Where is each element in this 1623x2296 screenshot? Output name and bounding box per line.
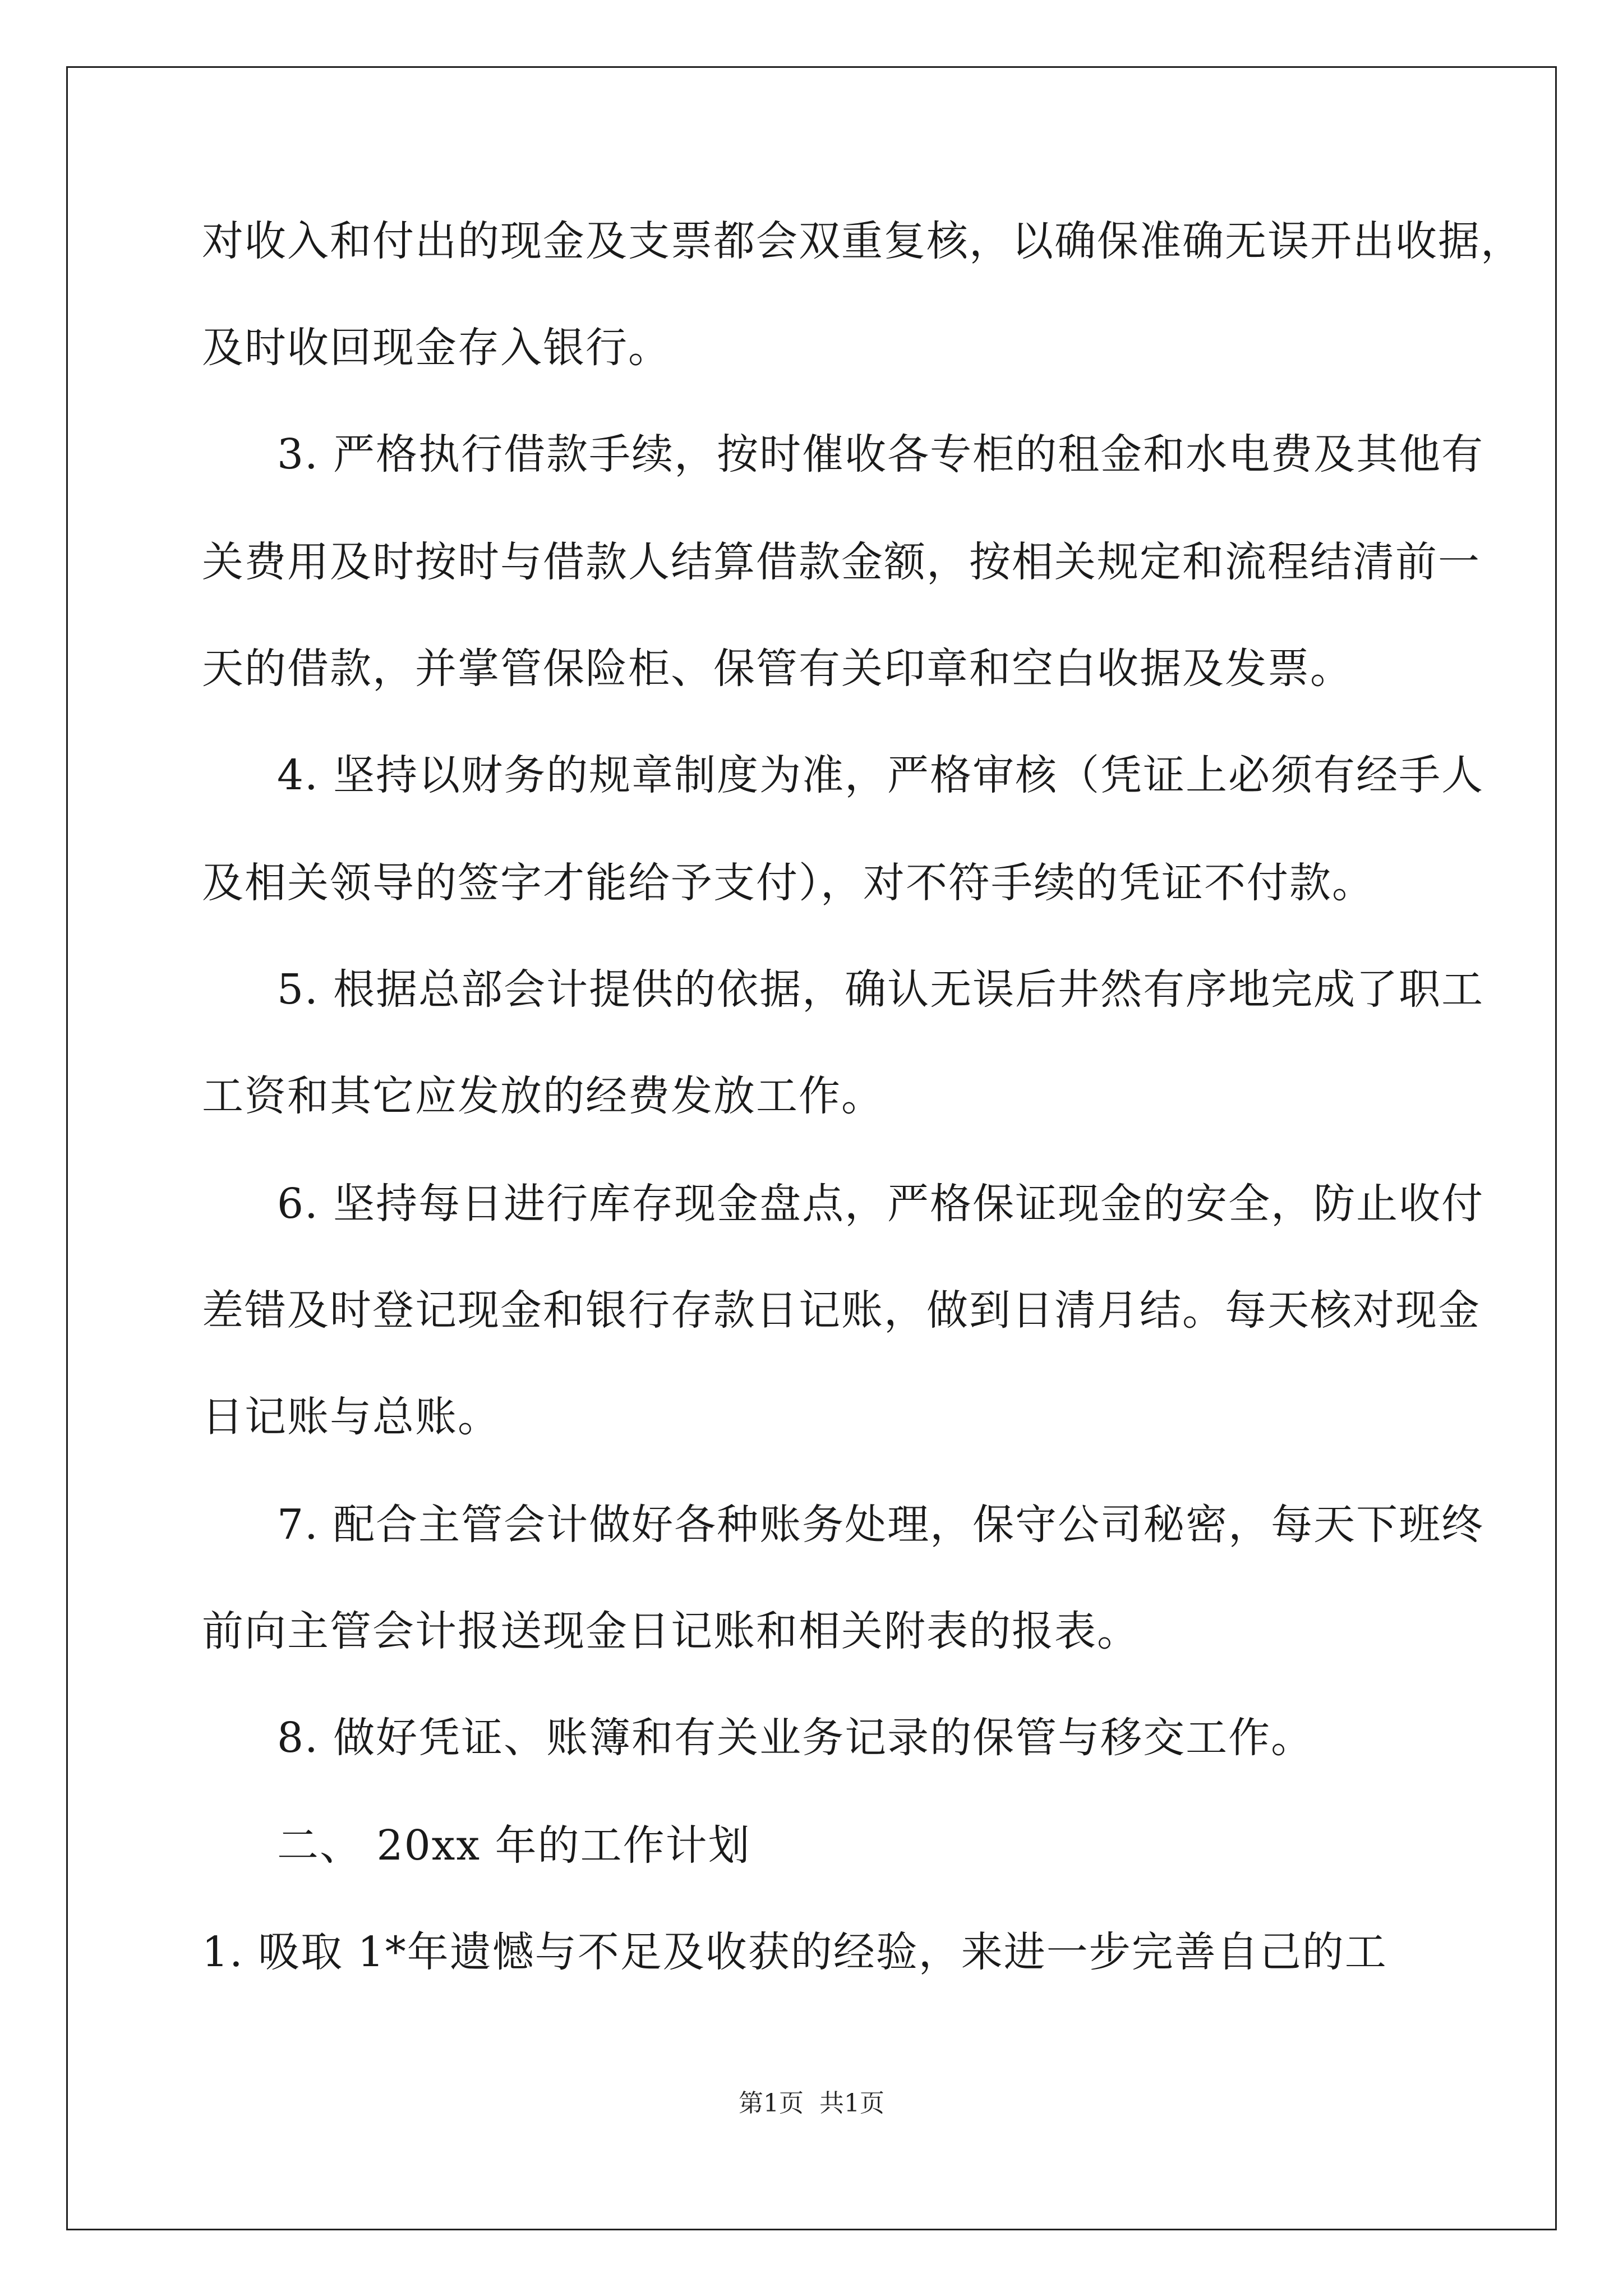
text-line: 日记账与总账。 xyxy=(202,1393,500,1441)
text-line: 5. 根据总部会计提供的依据，确认无误后井然有序地完成了职工 xyxy=(277,965,1484,1014)
text-line: 及时收回现金存入银行。 xyxy=(202,324,671,372)
text-line: 及相关领导的签字才能给予支付），对不符手续的凭证不付款。 xyxy=(202,859,1375,907)
text-line: 3. 严格执行借款手续，按时催收各专柜的租金和水电费及其他有 xyxy=(277,430,1484,478)
text-line: 4. 坚持以财务的规章制度为准，严格审核（凭证上必须有经手人 xyxy=(277,751,1484,799)
page-border xyxy=(66,66,1557,2230)
text-line: 差错及时登记现金和银行存款日记账，做到日清月结。每天核对现金 xyxy=(202,1286,1481,1335)
text-line: 1. 吸取 1*年遗憾与不足及收获的经验，来进一步完善自己的工 xyxy=(202,1928,1387,1976)
text-line: 关费用及时按时与借款人结算借款金额，按相关规定和流程结清前一 xyxy=(202,538,1481,586)
text-line: 8. 做好凭证、账簿和有关业务记录的保管与移交工作。 xyxy=(277,1714,1314,1762)
text-line: 天的借款，并掌管保险柜、保管有关印章和空白收据及发票。 xyxy=(202,645,1353,693)
page-footer xyxy=(0,2087,1623,2120)
section-heading: 二、 20xx 年的工作计划 xyxy=(277,1821,751,1870)
text-line: 7. 配合主管会计做好各种账务处理，保守公司秘密，每天下班终 xyxy=(277,1501,1484,1549)
text-line: 工资和其它应发放的经费发放工作。 xyxy=(202,1072,884,1120)
text-line: 前向主管会计报送现金日记账和相关附表的报表。 xyxy=(202,1607,1140,1655)
text-line: 6. 坚持每日进行库存现金盘点，严格保证现金的安全，防止收付 xyxy=(277,1180,1484,1228)
text-line: 对收入和付出的现金及支票都会双重复核，以确保准确无误开出收据， xyxy=(202,217,1523,265)
page-total: 共1页 xyxy=(819,2089,884,2118)
page-number: 第1页 xyxy=(739,2089,804,2118)
